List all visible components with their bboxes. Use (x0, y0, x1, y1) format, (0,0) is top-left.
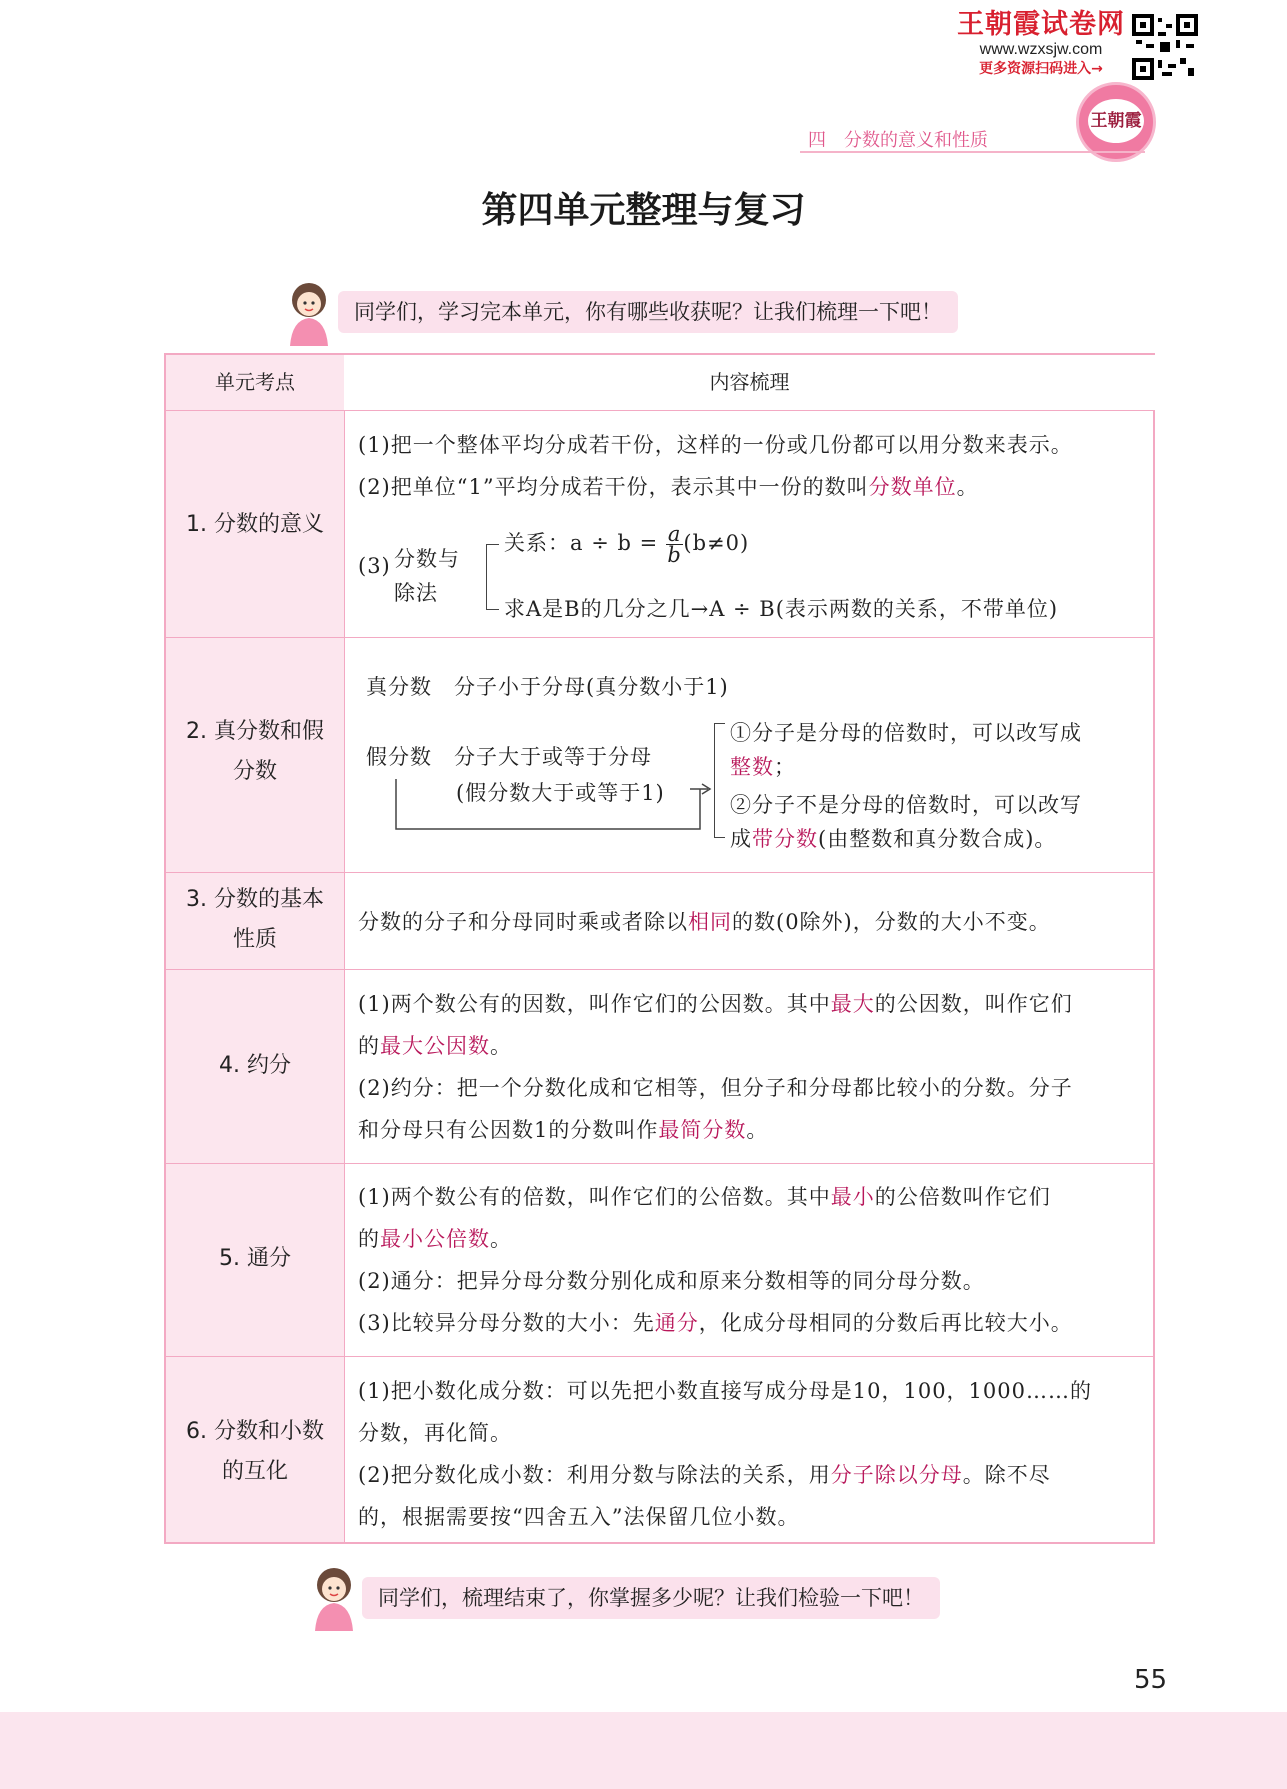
row5-line1: (1)两个数公有的倍数，叫作它们的公倍数。其中最小的公倍数叫作它们 (358, 1185, 1051, 1209)
col-header-content: 内容梳理 (344, 355, 1155, 410)
row-divider (166, 410, 1153, 411)
row1-line1: (1)把一个整体平均分成若干份，这样的一份或几份都可以用分数来表示。 (358, 433, 1073, 457)
row2-improper: 假分数 分子大于或等于分母 (366, 745, 652, 769)
row-label-meaning: 1. 分数的意义 (186, 512, 324, 537)
col-header-topic: 单元考点 (215, 370, 295, 394)
brand-seal-logo (1076, 82, 1156, 162)
teacher-avatar-icon (280, 280, 338, 346)
row-label-proper-improper: 2. 真分数和假分数 (186, 719, 324, 784)
table-column-divider (344, 355, 345, 1542)
row-divider (166, 872, 1153, 873)
fraction-a-over-b: $\frac{a}{b}$ (667, 522, 682, 567)
brace-icon (486, 544, 499, 610)
row6-line1: (1)把小数化成分数：可以先把小数直接写成分母是10，100，1000……的 (358, 1379, 1092, 1403)
row1-p3-title-b: 除法 (394, 581, 438, 605)
row-label-common-denominator: 5. 通分 (219, 1246, 291, 1271)
row2-option1: ①分子是分母的倍数时，可以改写成 (730, 721, 1082, 745)
row5-line3: (2)通分：把异分母分数分别化成和原来分数相等的同分母分数。 (358, 1269, 985, 1293)
row-divider (166, 969, 1153, 970)
page-title: 第四单元整理与复习 (481, 190, 806, 231)
row-divider (166, 637, 1153, 638)
row4-line4: 和分母只有公因数1的分数叫作最简分数。 (358, 1118, 769, 1142)
footer-band (0, 1712, 1287, 1789)
brand-tip: 更多资源扫码进入→ (979, 61, 1103, 77)
unit-label: 四 分数的意义和性质 (808, 130, 988, 151)
row-label-fraction-decimal: 6. 分数和小数的互化 (186, 1419, 324, 1484)
page-number: 55 (1134, 1665, 1168, 1695)
row1-compare: 求A是B的几分之几→A ÷ B(表示两数的关系，不带单位) (504, 597, 1059, 621)
arrow-connector-icon (394, 775, 714, 835)
row4-line2: 的最大公因数。 (358, 1034, 512, 1058)
row1-relation: 关系：a ÷ b = $\frac{a}{b}$ (b≠0) (504, 522, 750, 567)
intro-bubble: 同学们，学习完本单元，你有哪些收获呢？让我们梳理一下吧！ (338, 291, 958, 333)
row1-p3-label: (3) (358, 554, 391, 578)
brace-icon (714, 723, 725, 838)
row2-option2-key: 成带分数(由整数和真分数合成)。 (730, 827, 1057, 851)
row-label-basic-property: 3. 分数的基本性质 (186, 887, 324, 952)
row6-line3: (2)把分数化成小数：利用分数与除法的关系，用分子除以分母。除不尽 (358, 1463, 1051, 1487)
row1-p3-title-a: 分数与 (394, 547, 460, 571)
row4-line3: (2)约分：把一个分数化成和它相等，但分子和分母都比较小的分数。分子 (358, 1076, 1073, 1100)
row-divider (166, 1356, 1153, 1357)
row-label-reduce: 4. 约分 (219, 1053, 291, 1078)
teacher-avatar-icon (305, 1565, 363, 1631)
row2-option2: ②分子不是分母的倍数时，可以改写 (730, 793, 1082, 817)
seal-text: 王朝霞 (1088, 99, 1144, 143)
row4-line1: (1)两个数公有的因数，叫作它们的公因数。其中最大的公因数，叫作它们 (358, 992, 1073, 1016)
row5-line4: (3)比较异分母分数的大小：先通分，化成分母相同的分数后再比较大小。 (358, 1311, 1073, 1335)
row1-line2: (2)把单位“1”平均分成若干份，表示其中一份的数叫分数单位。 (358, 475, 979, 499)
row-divider (166, 1163, 1153, 1164)
row2-improper-range: (假分数大于或等于1) (456, 781, 665, 805)
unit-divider (800, 151, 1145, 153)
row6-line2: 分数，再化简。 (358, 1421, 512, 1445)
row6-line4: 的，根据需要按“四舍五入”法保留几位小数。 (358, 1505, 800, 1529)
outro-bubble: 同学们，梳理结束了，你掌握多少呢？让我们检验一下吧！ (362, 1577, 940, 1619)
row2-proper: 真分数 分子小于分母(真分数小于1) (366, 675, 729, 699)
qr-code-icon[interactable] (1132, 14, 1198, 80)
brand-name: 王朝霞试卷网 (957, 9, 1125, 40)
brand-block (952, 10, 1130, 78)
review-table (164, 353, 1155, 1544)
row2-option1-key: 整数； (730, 755, 796, 779)
row5-line2: 的最小公倍数。 (358, 1227, 512, 1251)
brand-url[interactable]: www.wzxsjw.com (979, 41, 1103, 58)
row3-text: 分数的分子和分母同时乘或者除以相同的数(0除外)，分数的大小不变。 (358, 910, 1051, 934)
